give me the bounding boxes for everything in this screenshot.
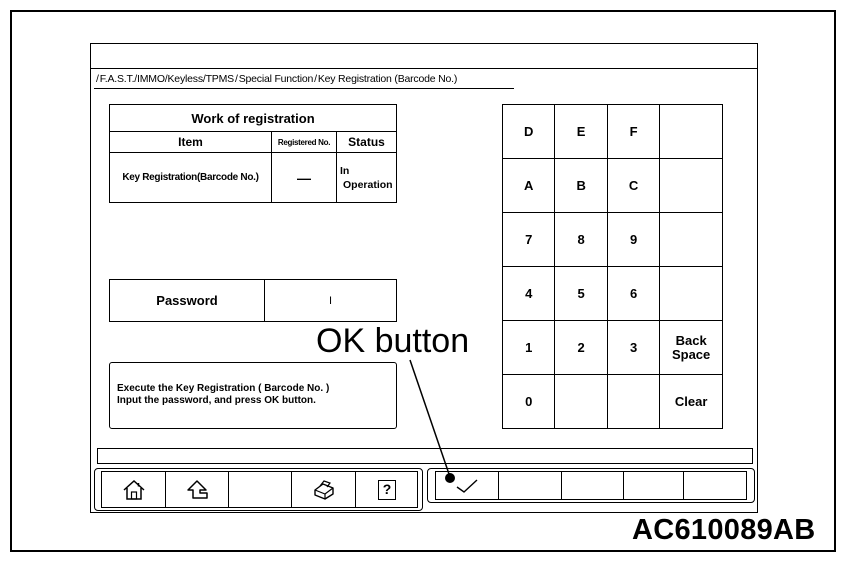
ok-check-icon (454, 477, 480, 495)
key-blank-r1 (660, 105, 723, 159)
breadcrumb-item-fast[interactable]: F.A.S.T./IMMO/Keyless/TPMS (99, 73, 234, 85)
key-6[interactable]: 6 (607, 267, 659, 321)
key-backspace[interactable]: Back Space (660, 321, 723, 375)
instruction-message (109, 362, 397, 429)
registration-table-title: Work of registration (110, 105, 397, 132)
key-e[interactable]: E (555, 105, 607, 159)
column-header-status: Status (337, 132, 397, 153)
key-2[interactable]: 2 (555, 321, 607, 375)
empty-toolbar-slot (499, 472, 561, 499)
ok-button[interactable] (436, 472, 498, 499)
empty-toolbar-slot (684, 472, 746, 499)
key-blank-r6b (607, 375, 659, 429)
key-blank-r4 (660, 267, 723, 321)
status-line-2: Operation (343, 178, 393, 191)
message-line-1: Execute the Key Registration ( Barcode No. ) (117, 383, 330, 394)
key-blank-r6a (555, 375, 607, 429)
key-c[interactable]: C (607, 159, 659, 213)
ok-button-callout-label: OK button (316, 322, 470, 360)
key-1[interactable]: 1 (503, 321, 555, 375)
help-button[interactable] (356, 472, 418, 507)
toolbar-left-buttons (101, 471, 418, 508)
key-4[interactable]: 4 (503, 267, 555, 321)
cell-item: Key Registration(Barcode No.) (110, 153, 272, 203)
empty-toolbar-slot (229, 472, 291, 507)
password-row (109, 279, 397, 322)
key-blank-r3 (660, 213, 723, 267)
title-divider (90, 68, 758, 69)
password-field[interactable]: I (328, 294, 333, 307)
column-header-item: Item (110, 132, 272, 153)
status-line-1: In (340, 164, 350, 177)
toolbar-right-buttons (435, 471, 747, 500)
key-9[interactable]: 9 (607, 213, 659, 267)
key-d[interactable]: D (503, 105, 555, 159)
print-button[interactable] (292, 472, 355, 507)
key-0[interactable]: 0 (503, 375, 555, 429)
empty-toolbar-slot (624, 472, 683, 499)
figure-code: AC610089AB (632, 514, 816, 546)
keypad (502, 104, 723, 429)
message-line-2: Input the password, and press OK button. (117, 395, 316, 406)
breadcrumb: /F.A.S.T./IMMO/Keyless/TPMS/Special Function/Key Registration (Barcode No.) (96, 73, 458, 85)
home-button[interactable] (102, 472, 165, 507)
key-7[interactable]: 7 (503, 213, 555, 267)
key-3[interactable]: 3 (607, 321, 659, 375)
breadcrumb-item-key-registration: Key Registration (Barcode No.) (317, 73, 458, 85)
back-arrow-icon (183, 478, 211, 502)
home-icon (121, 478, 147, 502)
breadcrumb-item-special-function[interactable]: Special Function (238, 73, 314, 85)
key-5[interactable]: 5 (555, 267, 607, 321)
breadcrumb-underline (94, 88, 514, 89)
key-blank-r2 (660, 159, 723, 213)
cell-status (337, 153, 397, 203)
key-b[interactable]: B (555, 159, 607, 213)
table-row (110, 153, 397, 203)
empty-toolbar-slot (562, 472, 623, 499)
password-label: Password (110, 280, 265, 321)
help-icon: ? (378, 480, 396, 500)
print-icon (311, 478, 337, 502)
key-8[interactable]: 8 (555, 213, 607, 267)
key-clear[interactable]: Clear (660, 375, 723, 429)
column-header-registered-no: Registered No. (272, 132, 337, 153)
cell-registered-no: — (272, 153, 337, 203)
status-bar (97, 448, 753, 464)
back-button[interactable] (166, 472, 228, 507)
registration-table (109, 104, 397, 203)
key-f[interactable]: F (607, 105, 659, 159)
key-a[interactable]: A (503, 159, 555, 213)
